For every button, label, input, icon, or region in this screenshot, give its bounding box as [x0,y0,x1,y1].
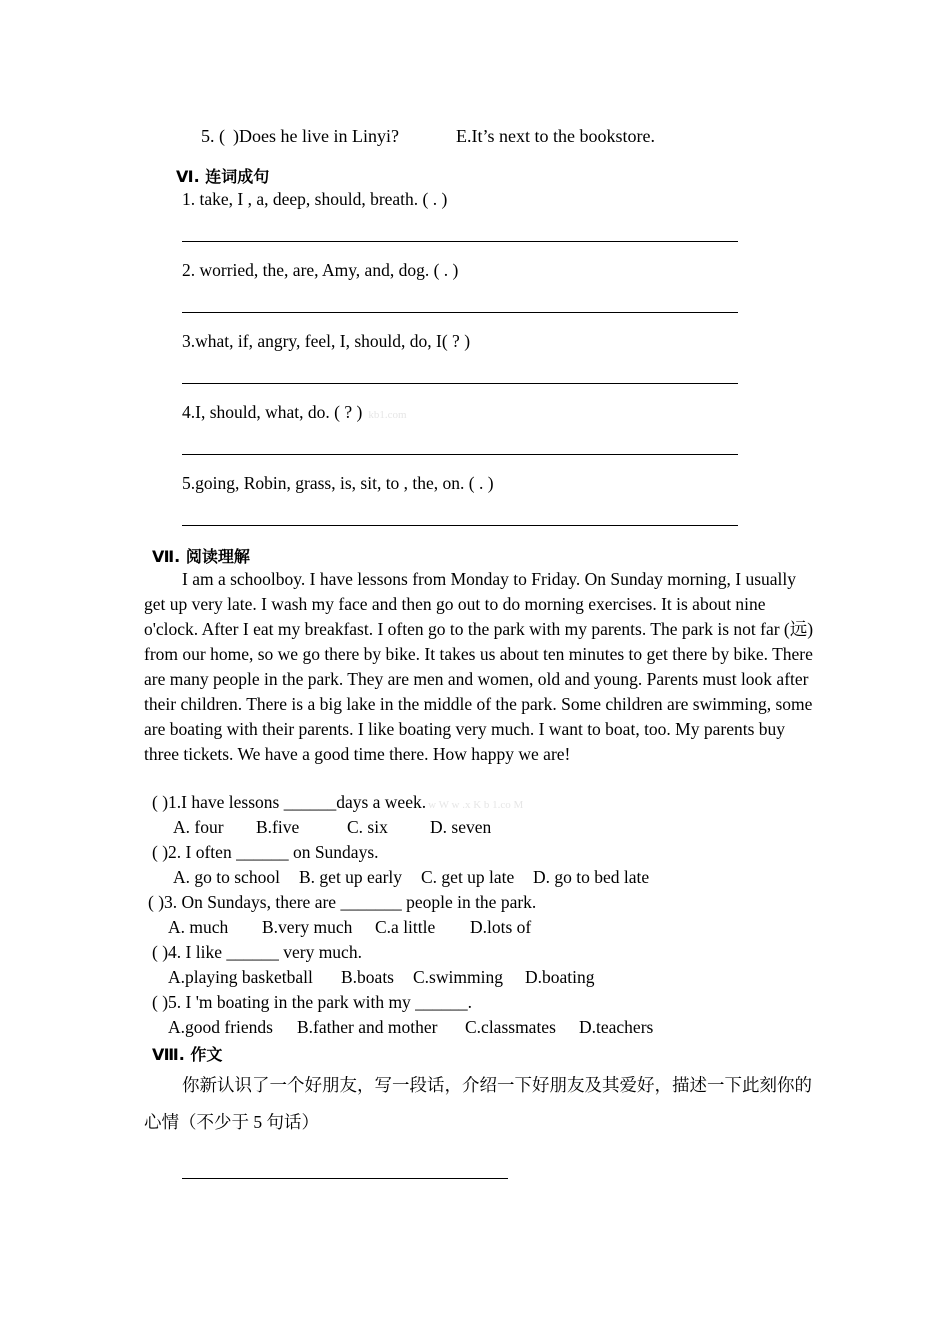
composition-prompt: 你新认识了一个好朋友，写一段话，介绍一下好朋友及其爱好，描述一下此刻你的心情（不少于 5 句话） [144,1075,812,1132]
q2-option-b: B. get up early [299,867,403,887]
match-item-5-answer: E.It’s next to the bookstore. [456,126,655,146]
sentence-item-5: 5.going, Robin, grass, is, sit, to , the, on. ( . ) [182,473,494,493]
q5-option-b: B.father and mother [297,1017,438,1037]
answer-line-4 [182,454,738,455]
sentence-item-2: 2. worried, the, are, Amy, and, dog. ( . ) [182,260,459,280]
q4-option-a: A.playing basketball [168,967,313,987]
section-7-heading: Ⅶ. 阅读理解 [152,547,250,566]
q2-option-c: C. get up late [421,867,515,887]
q4-option-d: D.boating [525,967,595,987]
q5-option-c: C.classmates [465,1017,556,1037]
match-item-5-question: )Does he live in Linyi? [233,126,399,146]
sentence-item-4 [182,402,407,423]
q3-option-a: A. much [168,917,229,937]
composition-answer-line [182,1178,508,1179]
question-4: ( )4. I like ______ very much. [152,942,362,962]
q1-option-c: C. six [347,817,388,837]
q4-option-c: C.swimming [413,967,503,987]
q3-option-d: D.lots of [470,917,532,937]
match-item-5-prefix: 5. ( [201,126,225,146]
answer-line-1 [182,241,738,242]
reading-passage [144,567,814,767]
q1-option-a: A. four [173,817,224,837]
question-1 [152,792,523,813]
question-1-text: ( )1.I have lessons ______days a week. [152,792,427,812]
sentence-item-4-text: 4.I, should, what, do. ( ? ) [182,402,363,422]
q3-option-c: C.a little [375,917,436,937]
section-8-heading: Ⅷ. 作文 [152,1045,223,1064]
section-6-heading: Ⅵ. 连词成句 [176,167,270,186]
answer-line-5 [182,525,738,526]
q5-option-a: A.good friends [168,1017,273,1037]
q5-option-d: D.teachers [579,1017,654,1037]
watermark-text: kb1.com [368,409,407,421]
sentence-item-3: 3.what, if, angry, feel, I, should, do, I( ? ) [182,331,471,351]
q2-option-a: A. go to school [173,867,280,887]
q1-option-b: B.five [256,817,300,837]
answer-line-3 [182,383,738,384]
answer-line-2 [182,312,738,313]
q1-option-d: D. seven [430,817,492,837]
q2-option-d: D. go to bed late [533,867,650,887]
sentence-item-1: 1. take, I , a, deep, should, breath. ( . ) [182,189,448,209]
match-item-5 [201,126,399,147]
question-2: ( )2. I often ______ on Sundays. [152,842,379,862]
question-5: ( )5. I 'm boating in the park with my ______. [152,992,473,1012]
watermark-text: w W w .x K b 1.co M [428,799,524,811]
reading-passage-text: I am a schoolboy. I have lessons from Monday to Friday. On Sunday morning, I usually get up very late. I wash my face and then go out to do morning exercises. It is about nine o'clock. After I eat my breakfast. I often go to the park with my parents. The park is not far (远) from our home, so we go there by bike. It takes us about ten minutes to get there by bike. There are many people in the park. They are men and women, old and young. Parents must look after their children. There is a big lake in the middle of the park. Some children are swimming, some are boating with their parents. I like boating very much. I want to boat, too. My parents buy three tickets. We have a good time there. How happy we are! [144,569,814,764]
q3-option-b: B.very much [262,917,353,937]
question-3: ( )3. On Sundays, there are _______ people in the park. [148,892,537,912]
q4-option-b: B.boats [341,967,394,987]
